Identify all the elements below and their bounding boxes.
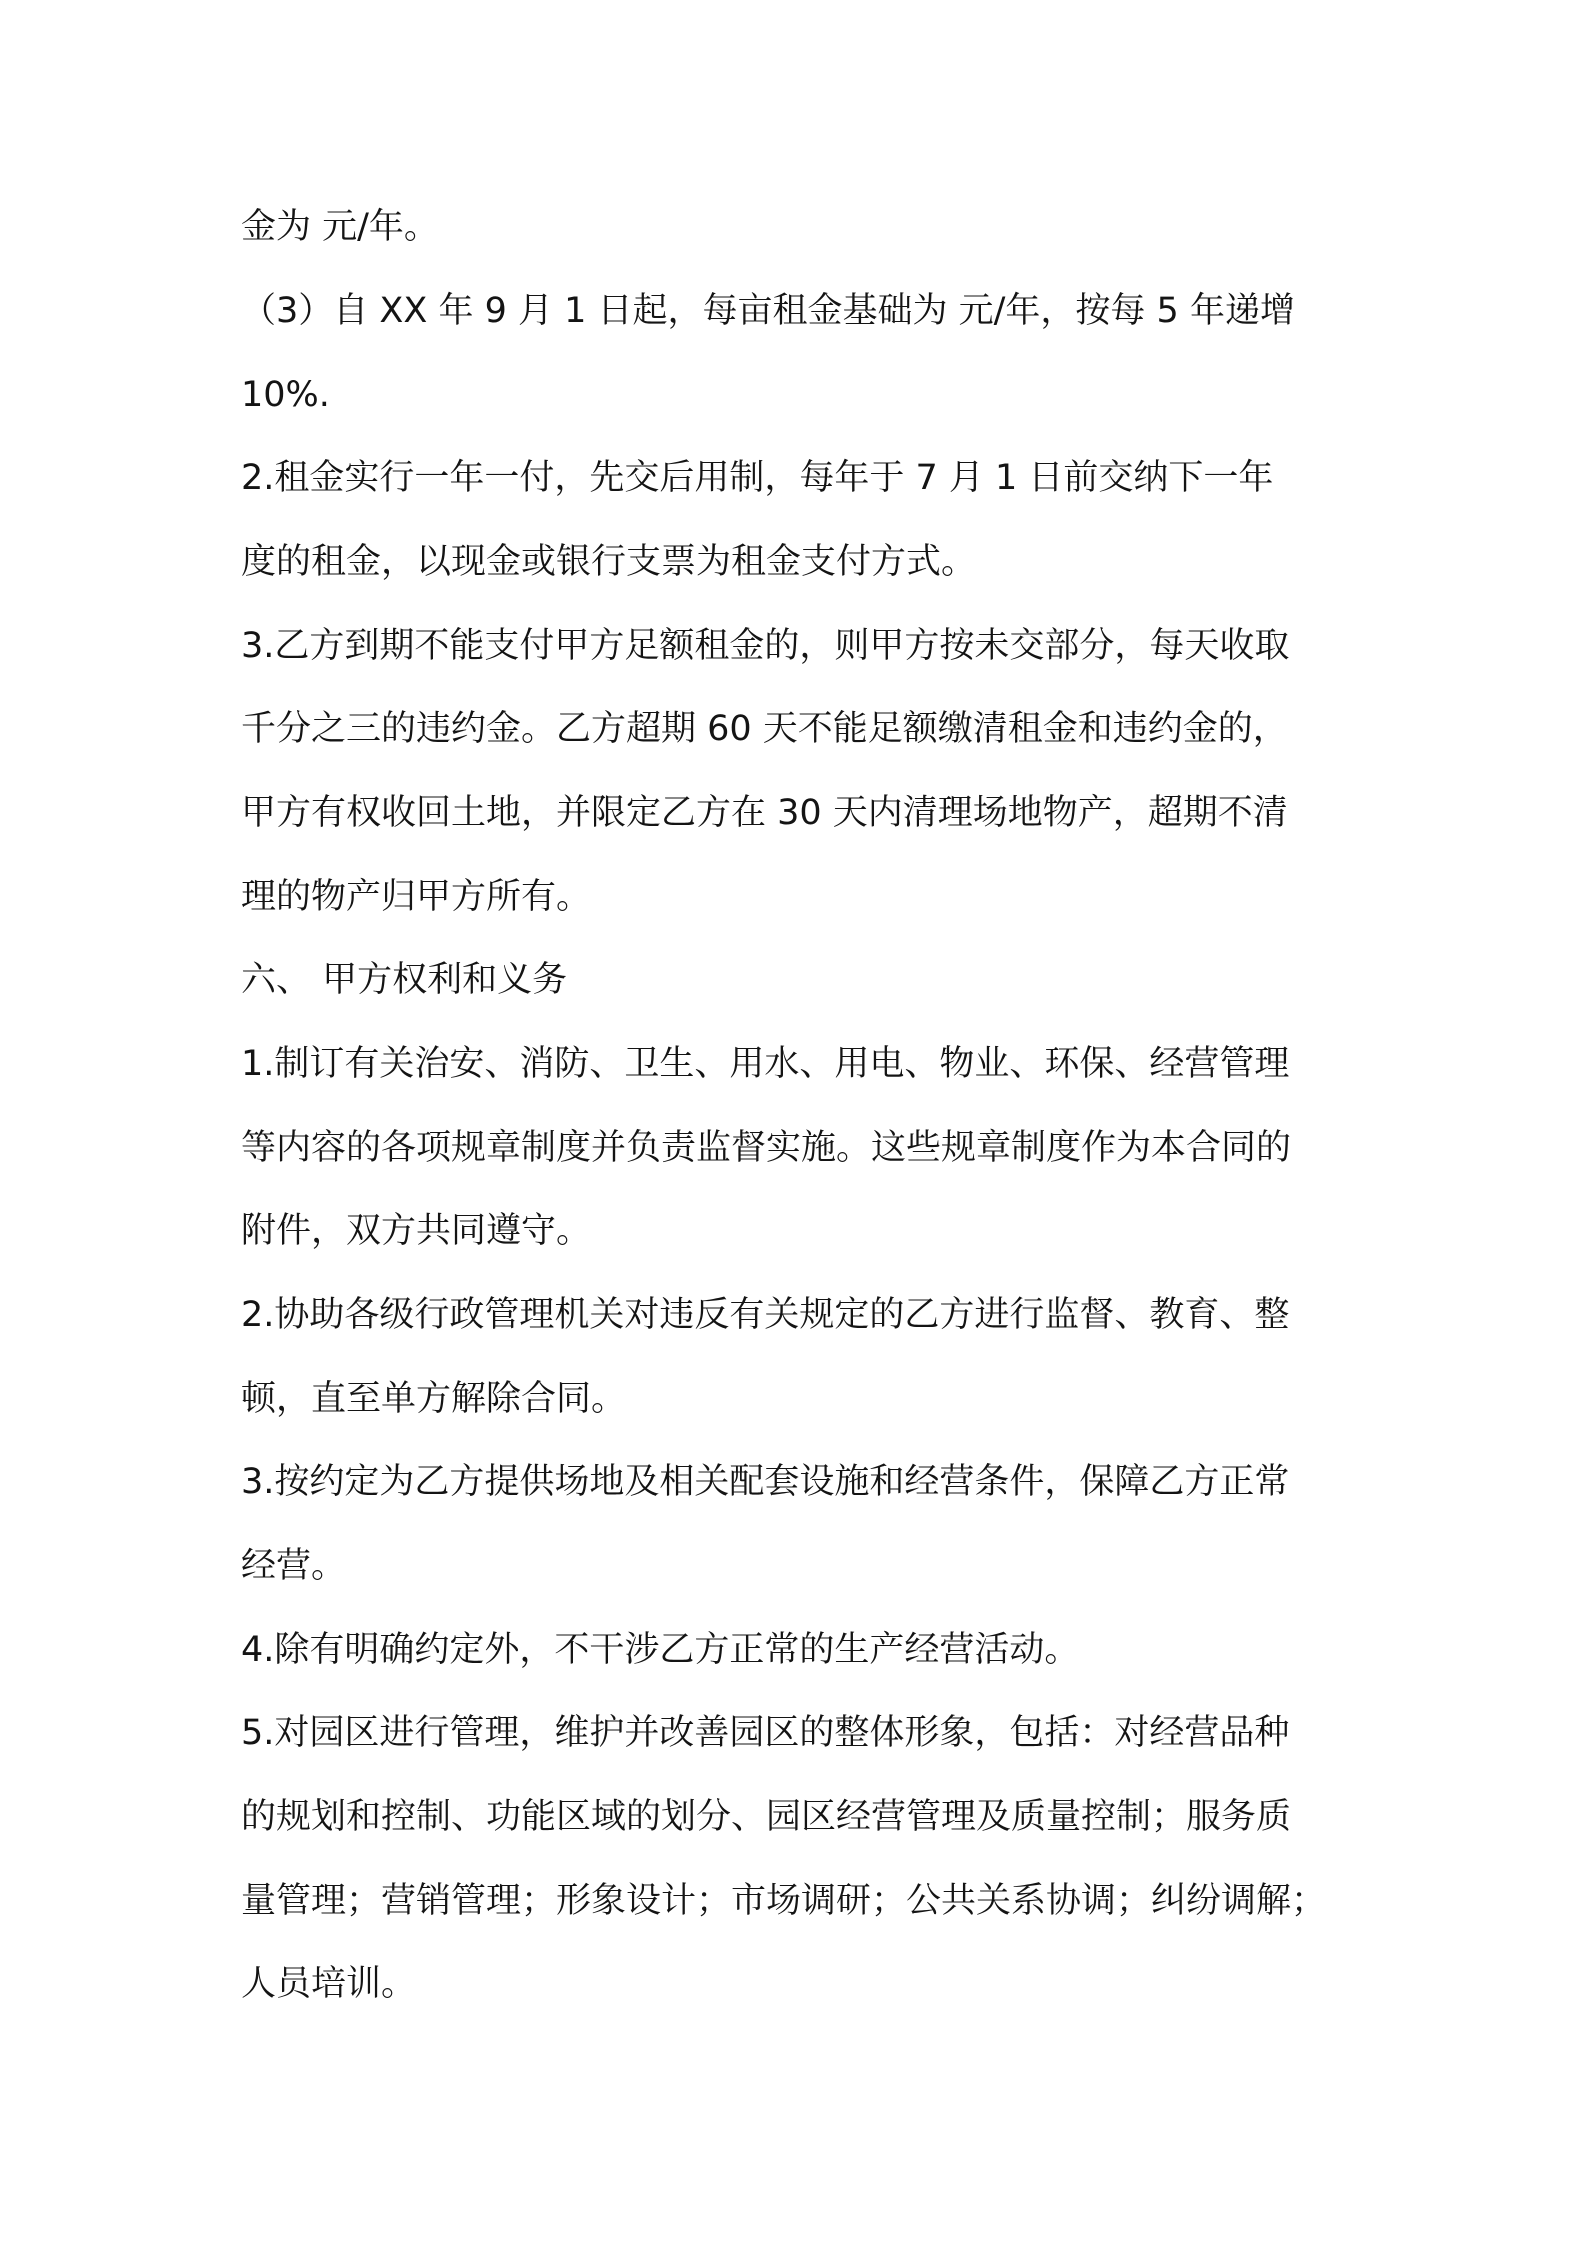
section-heading: 六、 甲方权利和义务 <box>241 960 568 1000</box>
text-line-3: 10%. <box>241 375 330 415</box>
text-line-2: （3）自 XX 年 9 月 1 日起，每亩租金基础为 元/年，按每 5 年递增 <box>241 291 1295 331</box>
text-line-19: 5.对园区进行管理，维护并改善园区的整体形象，包括：对经营品种 <box>241 1713 1290 1753</box>
text-line-21: 量管理；营销管理；形象设计；市场调研；公共关系协调；纠纷调解； <box>241 1881 1327 1921</box>
text-line-4: 2.租金实行一年一付，先交后用制，每年于 7 月 1 日前交纳下一年 <box>241 458 1274 498</box>
text-line-9: 理的物产归甲方所有。 <box>241 877 592 917</box>
text-line-1: 金为 元/年。 <box>241 207 439 247</box>
text-line-16: 3.按约定为乙方提供场地及相关配套设施和经营条件，保障乙方正常 <box>241 1462 1290 1502</box>
text-line-18: 4.除有明确约定外，不干涉乙方正常的生产经营活动。 <box>241 1630 1080 1670</box>
text-line-11: 1.制订有关治安、消防、卫生、用水、用电、物业、环保、经营管理 <box>241 1044 1290 1084</box>
text-line-6: 3.乙方到期不能支付甲方足额租金的，则甲方按未交部分，每天收取 <box>241 626 1290 666</box>
text-line-7: 千分之三的违约金。乙方超期 60 天不能足额缴清租金和违约金的， <box>241 709 1288 749</box>
text-line-17: 经营。 <box>241 1546 347 1586</box>
text-line-13: 附件，双方共同遵守。 <box>241 1211 592 1251</box>
text-line-22: 人员培训。 <box>241 1964 417 2004</box>
text-line-14: 2.协助各级行政管理机关对违反有关规定的乙方进行监督、教育、整 <box>241 1295 1290 1335</box>
text-line-15: 顿，直至单方解除合同。 <box>241 1379 627 1419</box>
text-line-8: 甲方有权收回土地，并限定乙方在 30 天内清理场地物产，超期不清 <box>241 793 1288 833</box>
text-line-5: 度的租金，以现金或银行支票为租金支付方式。 <box>241 542 977 582</box>
text-line-20: 的规划和控制、功能区域的划分、园区经营管理及质量控制；服务质 <box>241 1797 1292 1837</box>
text-line-12: 等内容的各项规章制度并负责监督实施。这些规章制度作为本合同的 <box>241 1128 1292 1168</box>
